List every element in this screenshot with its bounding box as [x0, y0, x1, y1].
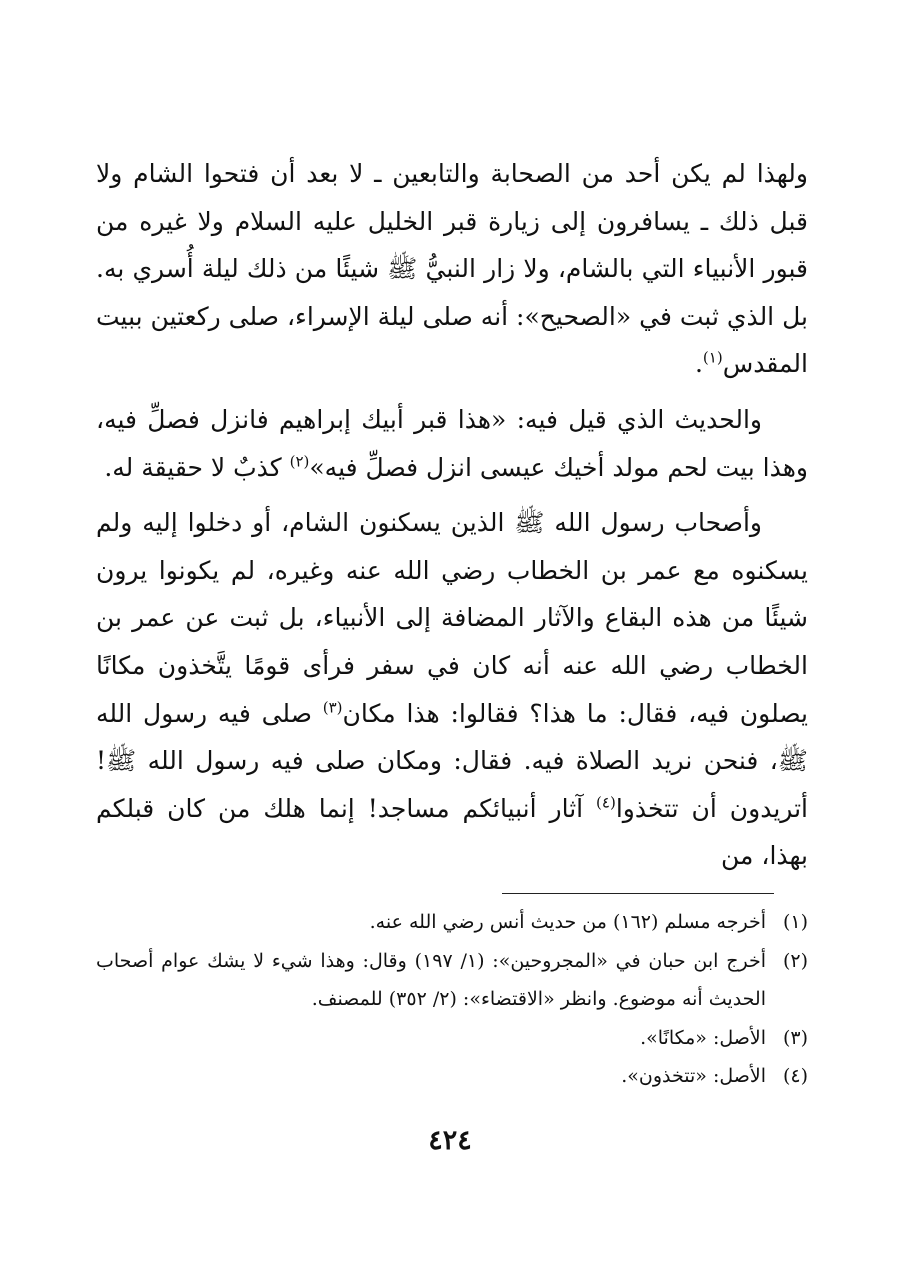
footnote-text: الأصل: «تتخذون». — [621, 1065, 766, 1087]
footnote-text: الأصل: «مكانًا». — [640, 1026, 766, 1049]
footnote-4 — [96, 1057, 808, 1096]
main-text — [96, 150, 808, 880]
page-number: ٤٢٤ — [428, 1125, 472, 1156]
paragraph-1 — [96, 150, 808, 388]
footnote-ref-4[interactable]: (٤) — [596, 793, 616, 812]
paragraph-3-end: آثار أنبيائكم مساجد! إنما هلك من كان قبلكم بهذا، من — [96, 793, 808, 871]
footnote-number: (١) — [782, 911, 808, 933]
footnote-text: أخرجه مسلم (١٦٢) من حديث أنس رضي الله عنه. — [369, 911, 766, 933]
footnote-text: أخرج ابن حبان في «المجروحين»: (١/ ١٩٧) وقال: وهذا شيء لا يشك عوام أصحاب الحديث أنه موضوع. وانظر «الاقتضاء»: (٢/ ٣٥٢) للمصنف. — [96, 949, 766, 1010]
paragraph-1-text: ولهذا لم يكن أحد من الصحابة والتابعين ـ لا بعد أن فتحوا الشام ولا قبل ذلك ـ يسافرون إلى زيارة قبر الخليل عليه السلام ولا غيره من قبور الأنبياء التي بالشام، ولا زار النبيُّ ﷺ شيئًا من ذلك ليلة أُسري به. بل الذي ثبت في «الصحيح»: أنه صلى ليلة الإسراء، صلى ركعتين ببيت المقدس — [96, 159, 808, 379]
footnote-ref-1[interactable]: (١) — [702, 349, 723, 368]
footnotes — [96, 903, 808, 1096]
paragraph-2-end: كذبٌ لا حقيقة له. — [104, 452, 290, 482]
paragraph-3-middle: صلى فيه رسول الله ﷺ، فنحن نريد الصلاة فيه. فقال: ومكان صلى فيه رسول الله ﷺ! أتريدون أن تتخذوا — [96, 698, 808, 823]
footnote-1 — [96, 903, 808, 942]
footnote-ref-2[interactable]: (٢) — [289, 452, 310, 471]
footnote-ref-3[interactable]: (٣) — [322, 698, 343, 717]
footnote-separator — [502, 893, 774, 894]
footnote-number: (٢) — [782, 949, 808, 972]
paragraph-3 — [96, 499, 808, 880]
paragraph-2-text: والحديث الذي قيل فيه: «هذا قبر أبيك إبراهيم فانزل فصلِّ فيه، وهذا بيت لحم مولد أخيك عيسى انزل فصلِّ فيه» — [96, 404, 808, 482]
paragraph-2 — [96, 396, 808, 491]
footnote-2 — [96, 942, 808, 1019]
paragraph-3-text: وأصحاب رسول الله ﷺ الذين يسكنون الشام، أو دخلوا إليه ولم يسكنوه مع عمر بن الخطاب رضي الله عنه وغيره، لم يكونوا يرون شيئًا من هذه البقاع والآثار المضافة إلى الأنبياء، بل ثبت عن عمر بن الخطاب رضي الله عنه أنه كان في سفر فرأى قومًا يتَّخذون مكانًا يصلون فيه، فقال: ما هذا؟ فقالوا: هذا مكان — [96, 508, 809, 728]
footnote-3 — [96, 1019, 808, 1058]
footnote-number: (٣) — [782, 1026, 808, 1049]
footnote-number: (٤) — [782, 1065, 808, 1087]
paragraph-1-end: . — [694, 349, 703, 379]
